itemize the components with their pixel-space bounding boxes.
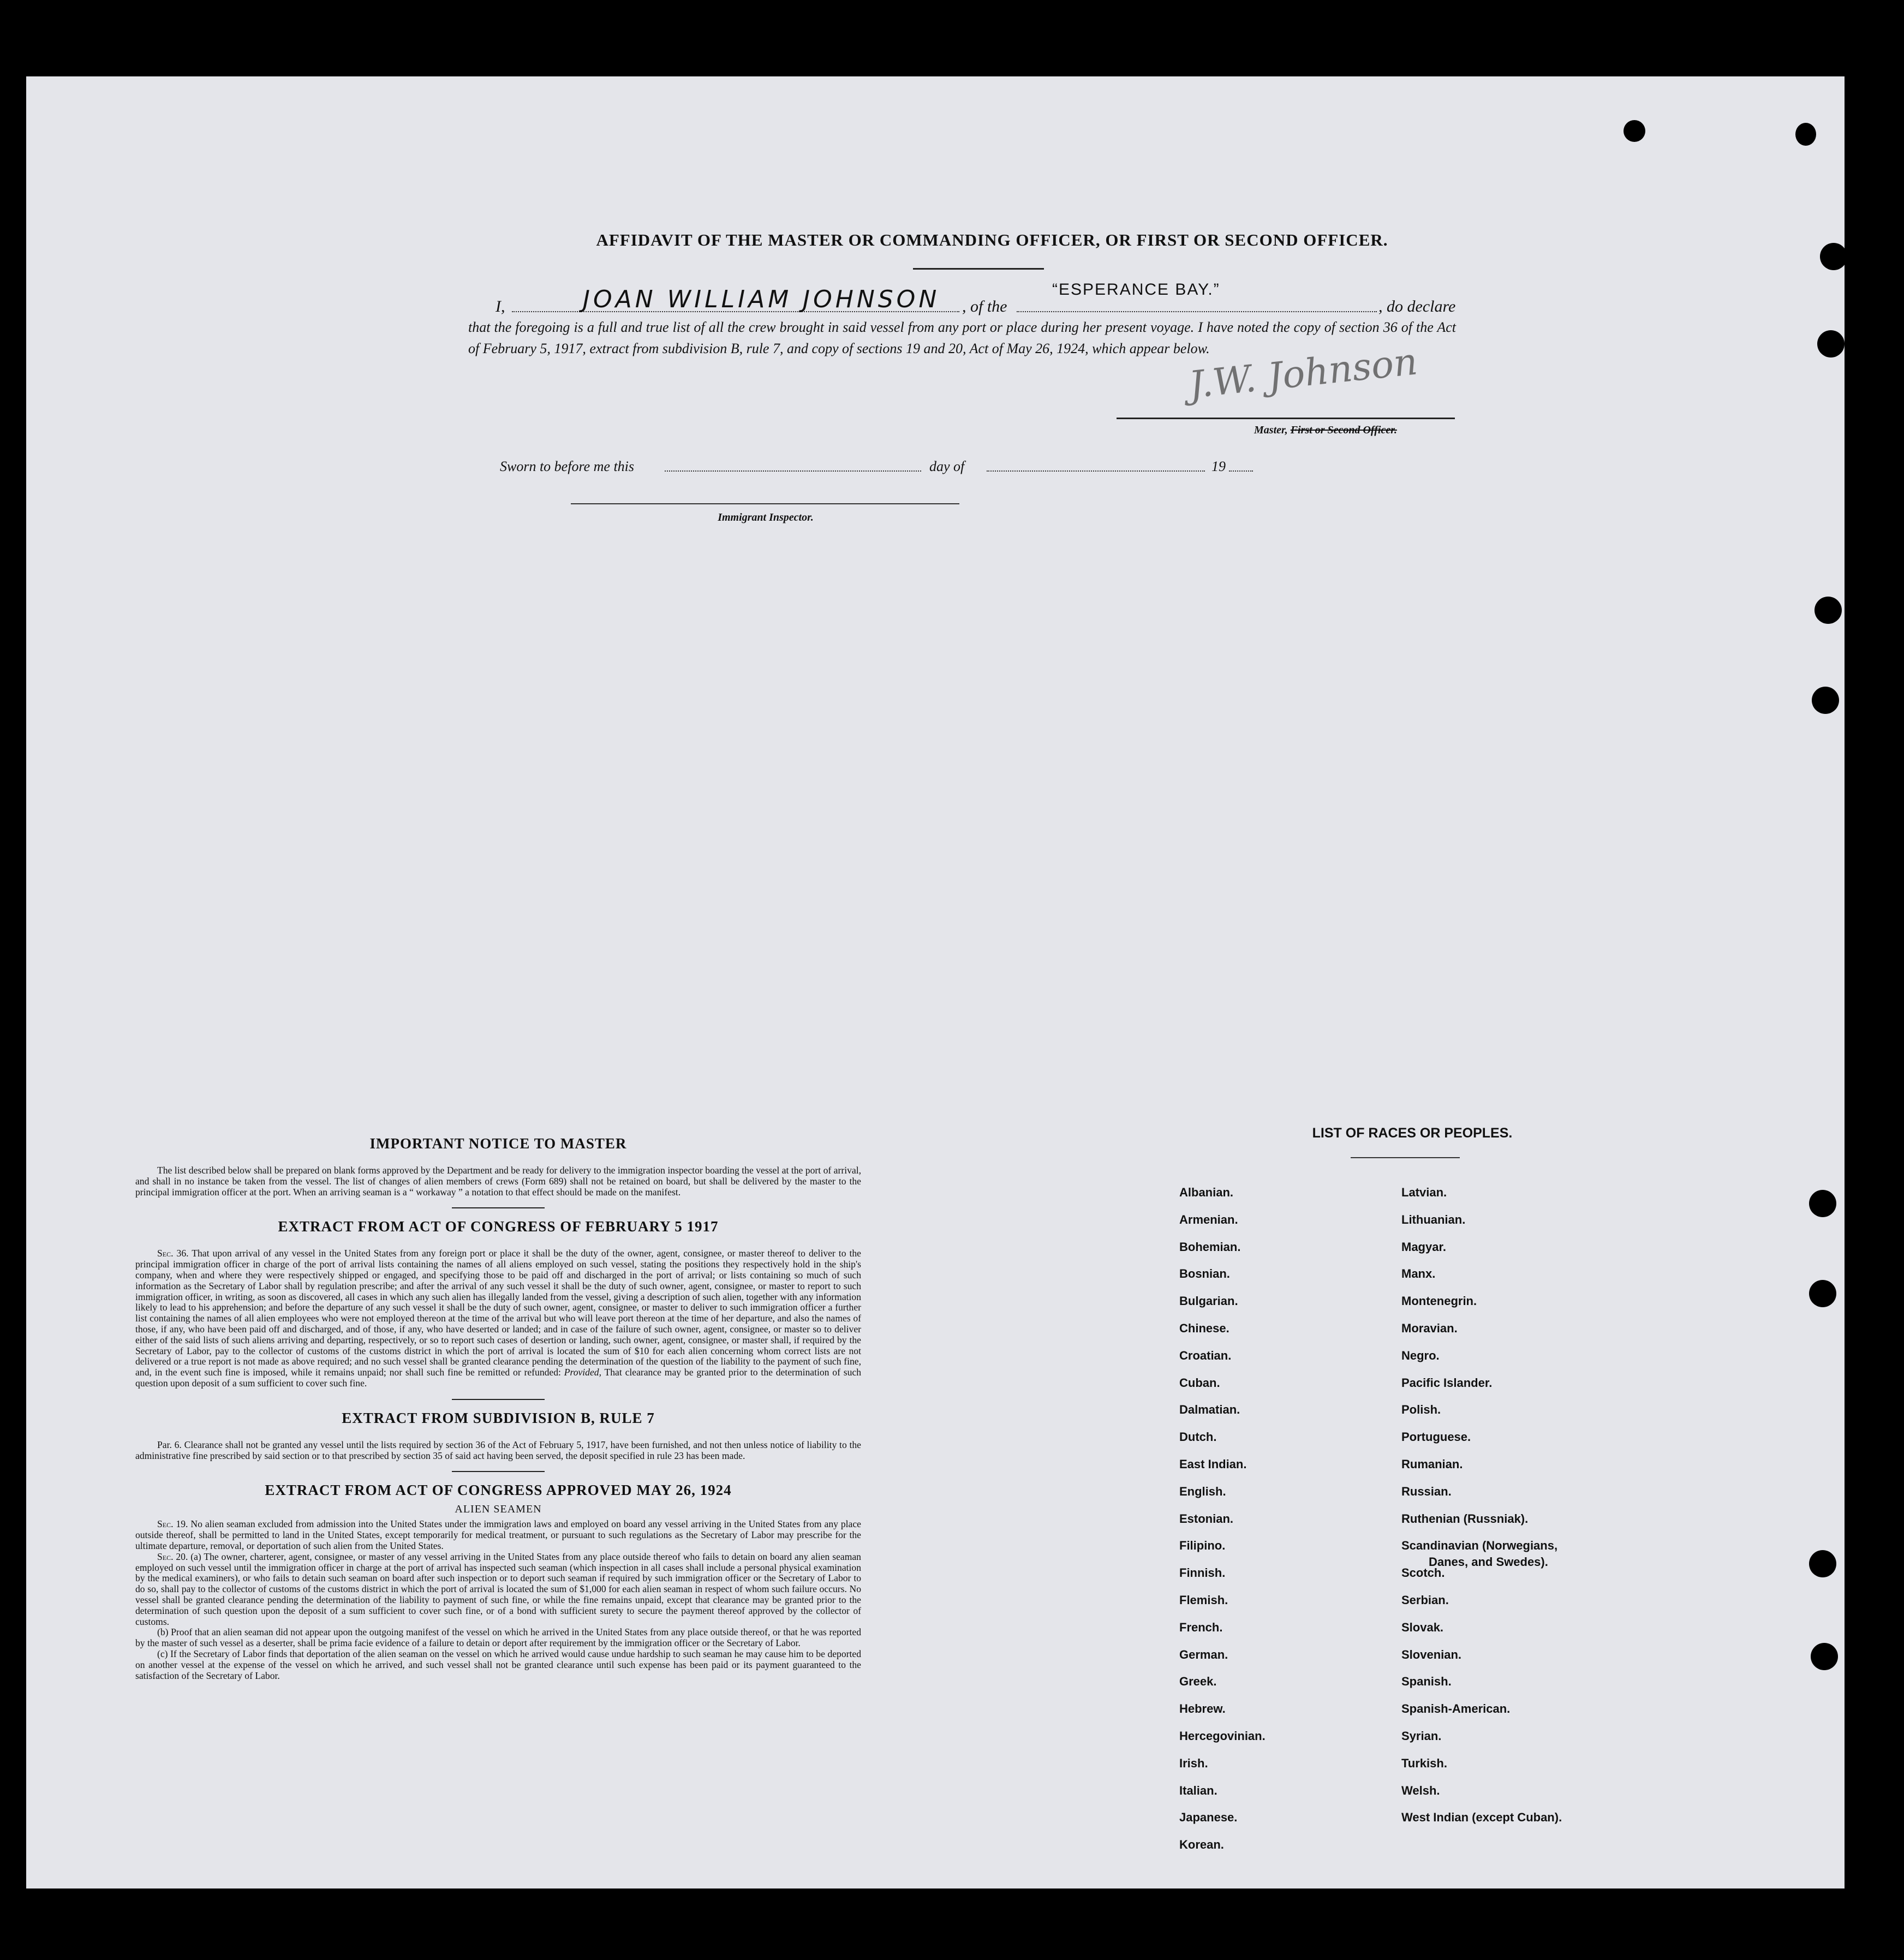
- sworn-day-blank: [665, 470, 921, 472]
- race-item: Spanish.: [1401, 1675, 1452, 1689]
- race-item: Montenegrin.: [1401, 1294, 1477, 1308]
- race-item: Japanese.: [1179, 1810, 1238, 1825]
- sec20a-text: [135, 1552, 861, 1628]
- race-item: Dutch.: [1179, 1430, 1217, 1444]
- vessel-blank: [1017, 311, 1377, 312]
- document-page: [26, 76, 1845, 1888]
- month-blank: [987, 470, 1205, 472]
- punch-hole: [1811, 1643, 1838, 1670]
- race-item: Turkish.: [1401, 1756, 1447, 1770]
- race-item: Albanian.: [1179, 1185, 1234, 1199]
- race-item: Moravian.: [1401, 1321, 1458, 1335]
- race-item: Finnish.: [1179, 1566, 1226, 1580]
- punch-hole: [1817, 330, 1845, 358]
- race-item: Slovak.: [1401, 1620, 1444, 1634]
- day-of-label: day of: [929, 458, 965, 474]
- race-item: French.: [1179, 1620, 1223, 1634]
- alien-seamen-heading: ALIEN SEAMEN: [455, 1503, 542, 1516]
- year-prefix: 19: [1211, 458, 1226, 474]
- punch-hole: [1820, 243, 1847, 270]
- race-item: Latvian.: [1401, 1185, 1447, 1199]
- sec20b-text: (b) Proof that an alien seaman did not appear upon the outgoing manifest of the vessel on which he arrived in the United States from any place outside thereof, or that he was reported by the master of such vessel as a deserter, shall be prima facie evidence of a failure to detain or deport after requirement by the immigration officer or the Secretary of Labor.: [135, 1627, 861, 1649]
- caption-master: Master,: [1254, 424, 1288, 436]
- race-item: Hercegovinian.: [1179, 1729, 1266, 1743]
- race-item: West Indian (except Cuban).: [1401, 1810, 1562, 1825]
- of-the-label: , of the: [962, 297, 1007, 315]
- extract-rule7-text: Par. 6. Clearance shall not be granted any vessel until the lists required by section 36 of the Act of February 5, 1917, have been furnished, and not then unless notice of liability to the administrative fine prescribed by said section or to that prescribed by section 35 of said act having been served, the deposit specified in rule 23 has been made.: [135, 1439, 861, 1461]
- race-item: Syrian.: [1401, 1729, 1442, 1743]
- race-item: Armenian.: [1179, 1212, 1238, 1226]
- affidavit-text: that the foregoing is a full and true list of all the crew brought in said vessel from any port or place during her present voyage. I have noted the copy of section 36 of the Act of February 5, 1917, extract from subdivision B, rule 7, and copy of sections 19 and 20, Act of May 26, 1924, which appear below.: [468, 319, 1456, 356]
- punch-hole: [1809, 1190, 1836, 1217]
- inspector-line: [571, 503, 959, 504]
- extract-1917-text: [135, 1248, 861, 1389]
- race-item: Bohemian.: [1179, 1240, 1241, 1254]
- notice-column: [135, 1135, 861, 1681]
- sworn-line: [500, 458, 634, 475]
- signature-line: [1117, 418, 1455, 419]
- year-blank: [1229, 470, 1253, 472]
- race-item: Italian.: [1179, 1783, 1217, 1797]
- race-item: Cuban.: [1179, 1375, 1220, 1390]
- punch-hole: [1809, 1550, 1836, 1577]
- race-item: Greek.: [1179, 1675, 1217, 1689]
- race-item: Irish.: [1179, 1756, 1208, 1770]
- race-item: German.: [1179, 1647, 1228, 1661]
- sec19-text: [135, 1519, 861, 1551]
- sec20a-body: (a) The owner, charterer, agent, consignee, or master of any vessel arriving in the United States from any place outside thereof who fails to detain on board any alien seaman employed on such vessel until the immigration officer in charge at the port of arrival has inspected such seaman (which inspection in all cases shall include a personal physical examination by the medical examiners), or who fails to detain such seaman on board after such inspection or to deport such seaman if required by such immigration officer or the Secretary of Labor to do so, shall pay to the collector of customs of the customs district in which the port of arrival is located the sum of $1,000 for each alien seaman in respect of whom such failure occurs. No vessel shall be granted clearance pending the determination of the liability to payment of such fine, or while the fine remains unpaid, except that clearance may be granted prior to the determination of such question upon the deposit of a sum sufficient to cover such fine, or of a bond with sufficient surety to secure the payment thereof approved by the collector of customs.: [135, 1551, 861, 1627]
- race-item: Scandinavian (Norwegians,: [1401, 1539, 1558, 1553]
- declarant-label: I,: [496, 297, 505, 315]
- section-divider: [452, 1471, 545, 1472]
- section-divider: [452, 1399, 545, 1400]
- race-item: Welsh.: [1401, 1783, 1440, 1797]
- punch-hole: [1815, 597, 1842, 624]
- races-title-underline: [1351, 1157, 1460, 1158]
- race-item: Magyar.: [1401, 1240, 1446, 1254]
- notice-text: The list described below shall be prepared on blank forms approved by the Department and be ready for delivery to the immigration inspector boarding the vessel at the port of arrival, and shall in no instance be taken from the vessel. The list of changes of alien members of crews (Form 689) shall not be retained on board, but shall be delivered by the master to the principal immigration officer at the port. When an arriving seaman is a “ workaway ” a notation to that effect should be made on the manifest.: [135, 1165, 861, 1198]
- section-divider: [452, 1207, 545, 1208]
- sec20c-text: (c) If the Secretary of Labor finds that deportation of the alien seaman on the vessel on which he arrived would cause undue hardship to such seaman he may cause him to be deported on another vessel at the expense of the vessel on which he arrived, and such vessel shall not be granted clearance until such expense has been paid or its payment guaranteed to the satisfaction of the Secretary of Labor.: [135, 1648, 861, 1681]
- provided-word: Provided,: [564, 1367, 601, 1378]
- race-item: Dalmatian.: [1179, 1403, 1240, 1417]
- race-item: Croatian.: [1179, 1348, 1232, 1362]
- declarant-name: JOAN WILLIAM JOHNSON: [583, 285, 940, 313]
- race-item: Bulgarian.: [1179, 1294, 1238, 1308]
- punch-hole: [1809, 1280, 1836, 1307]
- race-item: Estonian.: [1179, 1511, 1234, 1526]
- ink-blot: [1624, 120, 1645, 142]
- race-item: East Indian.: [1179, 1457, 1247, 1471]
- race-item: Chinese.: [1179, 1321, 1229, 1335]
- race-item: Danes, and Swedes).: [1429, 1555, 1548, 1569]
- race-item: Slovenian.: [1401, 1647, 1462, 1661]
- sec19-body: No alien seaman excluded from admission into the United States under the immigration laws and employed on board any vessel arriving in the United States from any place outside thereof, shall be permitted to land in the United States, except temporarily for medical treatment, or pursuant to such regulations as the Secretary of Labor may prescribe for the ultimate departure, removal, or deportation of such alien from the United States.: [135, 1518, 861, 1551]
- race-item: Polish.: [1401, 1403, 1441, 1417]
- race-item: Portuguese.: [1401, 1430, 1471, 1444]
- notice-title: IMPORTANT NOTICE TO MASTER: [369, 1135, 627, 1152]
- sec36-text: That upon arrival of any vessel in the United States from any foreign port or place it shall be the duty of the owner, agent, consignee, or master thereof to deliver to the principal immigration officer in charge of the port of arrival lists containing the names of all aliens employed on such vessel, stating the positions they respectively hold in the ship's company, when and where they were respectively shipped or engaged, and specifying those to be paid off and discharged in the port of arrival; or lists containing so much of such information as the Secretary of Labor shall by regulation prescribe; and after the arrival of any such vessel it shall be the duty of such owner, agent, consignee, or master to report to such immigration officer, in writing, as soon as discovered, all cases in which any such alien has illegally landed from the vessel, giving a description of such alien, together with any information likely to lead to his apprehension; and before the departure of any such vessel it shall be the duty of such owner, agent, consignee, or master to deliver to such immigration officer a further list containing the names of all alien employees who were not employed thereon at the time of the arrival but who will leave port thereon at the time of her departure, and also the names of those, if any, who have been paid off and discharged, and of those, if any, who have deserted or landed; and in case of the failure of such owner, agent, consignee, or master so to deliver either of the said lists of such aliens arriving and departing, respectively, or so to report such cases of desertion or landing, such owner, agent, consignee, or master shall, if required by the Secretary of Labor, pay to the collector of customs of the customs district in which the port of arrival is located the sum of $10 for each alien concerning whom correct lists are not delivered or a true report is not made as above required; and no such vessel shall be granted clearance pending the determination of the question of the liability to the payment of such fine, and, in the event such fine is imposed, while it remains unpaid; nor shall such fine be remitted or refunded:: [135, 1248, 861, 1378]
- vessel-name: “ESPERANCE BAY.”: [1052, 281, 1220, 299]
- race-item: English.: [1179, 1484, 1226, 1498]
- race-item: Negro.: [1401, 1348, 1440, 1362]
- race-item: Pacific Islander.: [1401, 1375, 1493, 1390]
- sec20-label: Sec. 20.: [157, 1551, 188, 1562]
- affidavit-title: AFFIDAVIT OF THE MASTER OR COMMANDING OFFICER, OR FIRST OR SECOND OFFICER.: [596, 230, 1388, 249]
- title-underline: [913, 268, 1044, 270]
- inspector-caption: Immigrant Inspector.: [718, 511, 814, 523]
- race-item: Russian.: [1401, 1484, 1452, 1498]
- punch-hole: [1812, 687, 1839, 714]
- race-item: Rumanian.: [1401, 1457, 1463, 1471]
- sec36-label: Sec. 36.: [157, 1248, 189, 1259]
- race-item: Hebrew.: [1179, 1702, 1226, 1716]
- sec36-text-end: That clearance may be granted prior to the determination of such question upon deposit of a sum sufficient to cover such fine.: [135, 1367, 861, 1389]
- signature: J.W. Johnson: [1187, 340, 1420, 407]
- race-item: Spanish-American.: [1401, 1702, 1511, 1716]
- sec19-label: Sec. 19.: [157, 1518, 188, 1530]
- declare-label: , do declare: [1378, 297, 1456, 315]
- extract-1917-title: EXTRACT FROM ACT OF CONGRESS OF FEBRUARY 5 1917: [278, 1218, 719, 1235]
- sworn-label: Sworn to before me this: [500, 458, 635, 474]
- race-item: Serbian.: [1401, 1593, 1449, 1607]
- race-item: Ruthenian (Russniak).: [1401, 1511, 1529, 1526]
- race-item: Lithuanian.: [1401, 1212, 1466, 1226]
- caption-struck-officer: First or Second Officer.: [1290, 424, 1397, 436]
- ink-blot: [1795, 123, 1816, 146]
- extract-1924-title: EXTRACT FROM ACT OF CONGRESS APPROVED MAY 26, 1924: [265, 1482, 732, 1499]
- extract-rule7-title: EXTRACT FROM SUBDIVISION B, RULE 7: [342, 1409, 655, 1426]
- signature-caption: [1254, 424, 1397, 437]
- race-item: Filipino.: [1179, 1539, 1226, 1553]
- race-item: Bosnian.: [1179, 1267, 1230, 1281]
- race-item: Korean.: [1179, 1838, 1224, 1852]
- race-item: Flemish.: [1179, 1593, 1228, 1607]
- race-item: Scotch.: [1401, 1566, 1445, 1580]
- races-title: LIST OF RACES OR PEOPLES.: [1312, 1125, 1513, 1141]
- race-item: Manx.: [1401, 1267, 1436, 1281]
